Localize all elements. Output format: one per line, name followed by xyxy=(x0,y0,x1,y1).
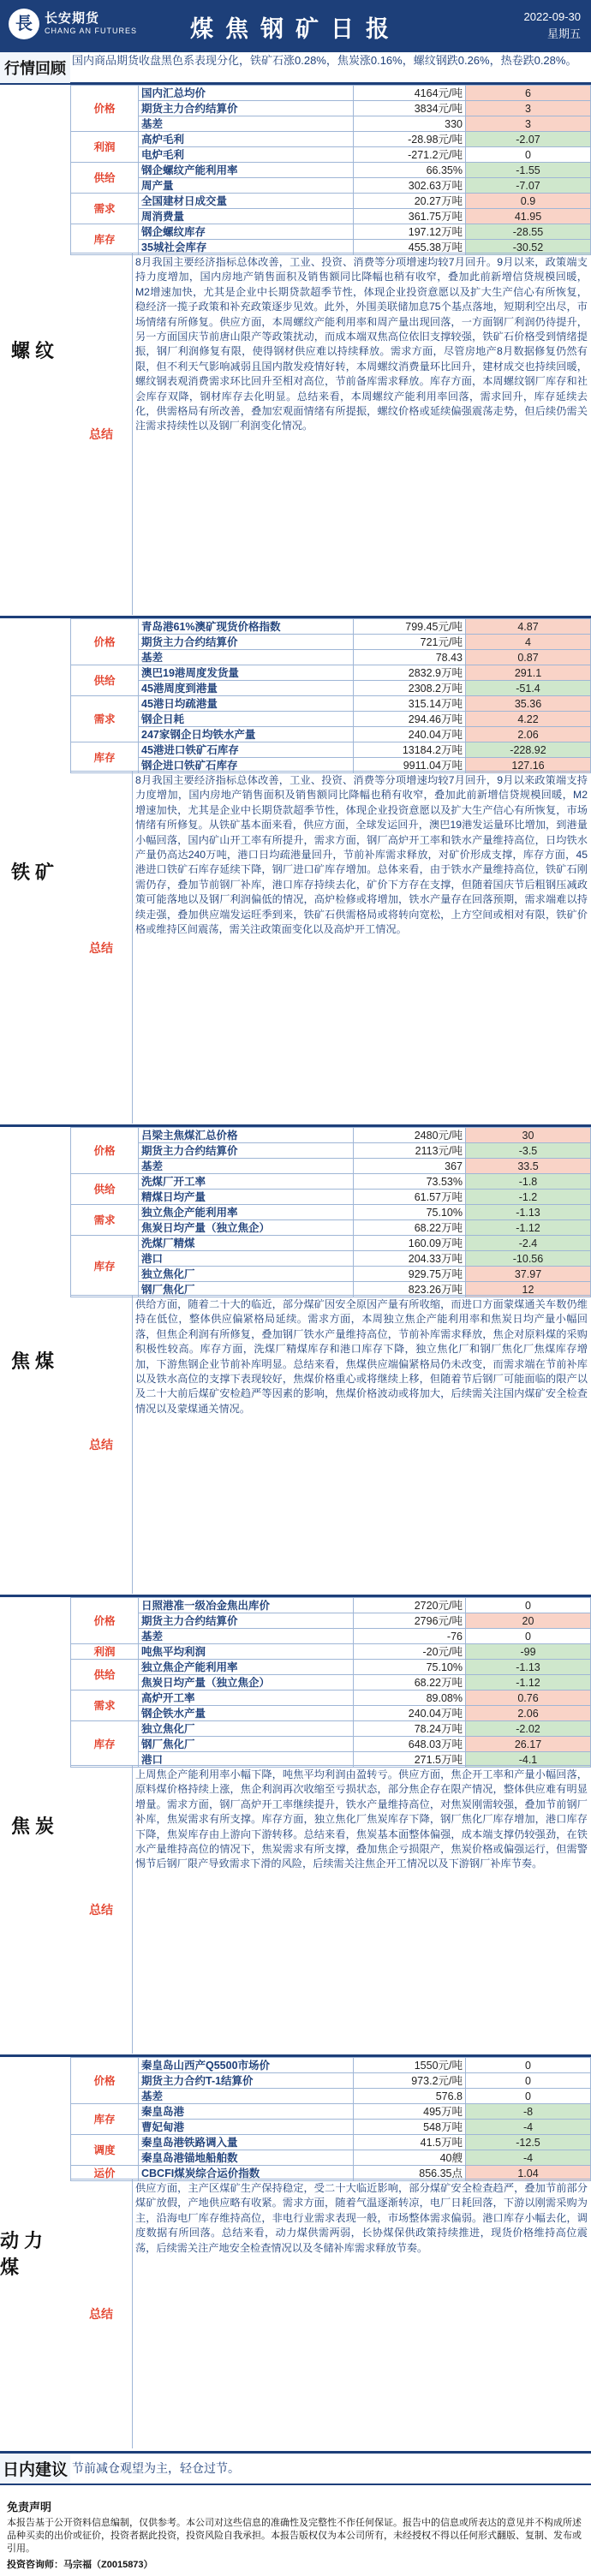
indicator-name: 日照港准一级冶金焦出库价 xyxy=(139,1598,354,1613)
summary-text: 8月我国主要经济指标总体改善，工业、投资、消费等分项增速均较7月回升，9月以来政策端支持力度增加，国内房地产销售面积及销售额同比降幅也稍有收窄，叠加此前新增信贷规模回暖，M2增速加快，尤其是企业中长期贷款超季节性，体现企业投资意愿以及扩大生产信心有所恢复，市场情绪有所修复。从铁矿基本面来看，供应方面，全球发运回升，澳巴19港发运量环比增加，到港量小幅回落，国内矿山开工率有所提升，需求方面，钢厂高炉开工率和铁水产量维持高位，日均铁水产量仍高达240万吨，港口日均疏港量回升，节前补库需求释放，对矿价形成支撑，库存方面，45港进口铁矿石库存延续下降，钢厂进口矿库存增加。总体来看，由于铁水产量维持高位，铁矿石刚需仍存，叠加节前钢厂补库，港口库存持续去化，矿价下方存在支撑，但随着国庆节后粗钢压减政策可能落地以及钢厂利润偏低的情况，高炉检修或将增加，铁水产量存在回落预期，需求端难以持续走强，叠加供应端发运旺季到来，铁矿石供需格局或将转向宽松，上方空间或相对有限，铁矿价格或维持区间震荡，需关注政策面变化以及高炉开工情况。 xyxy=(135,774,588,936)
row-category: 需求 xyxy=(71,1205,139,1236)
indicator-name: 秦皇岛山西产Q5500市场价 xyxy=(139,2058,354,2073)
indicator-value: 455.38万吨 xyxy=(354,240,466,255)
indicator-change: -1.2 xyxy=(466,1190,591,1205)
indicator-value: 721元/吨 xyxy=(354,635,466,650)
indicator-table xyxy=(70,618,591,773)
indicator-change: 3 xyxy=(466,101,591,116)
indicator-value: 41.5万吨 xyxy=(354,2135,466,2150)
indicator-name: 基差 xyxy=(139,650,354,665)
indicator-name: 基差 xyxy=(139,1629,354,1644)
table-row xyxy=(71,209,591,224)
indicator-change: -4 xyxy=(466,2150,591,2166)
advice-label: 日内建议 xyxy=(0,2454,70,2484)
table-row xyxy=(71,116,591,132)
indicator-change: 0.87 xyxy=(466,650,591,665)
table-row xyxy=(71,1660,591,1675)
row-category: 利润 xyxy=(71,132,139,163)
row-category: 利润 xyxy=(71,1644,139,1660)
indicator-name: 高炉开工率 xyxy=(139,1690,354,1706)
table-row xyxy=(71,696,591,712)
indicator-name: 期货主力合约结算价 xyxy=(139,635,354,650)
table-row xyxy=(71,2120,591,2135)
indicator-change: 0 xyxy=(466,147,591,163)
market-review-label: 行情回顾 xyxy=(0,52,70,83)
summary-text: 8月我国主要经济指标总体改善，工业、投资、消费等分项增速均较7月回升。9月以来，政策端支持力度增加，国内房地产销售面积及销售额同比降幅也稍有收窄，叠加此前新增信贷规模回暖，M2增速加快，尤其是企业中长期贷款超季节性，体现企业投资意愿以及扩大生产信心有所恢复，稳经济一揽子政策和补充政策逐步见效。此外，外围美联储加息75个基点落地，短期利空出尽，市场情绪有所修复。供应方面，本周螺纹产能利用率和周产量出现回落，一方面钢厂利润仍待提升，另一方面国庆节前唐山限产等政策扰动，而成本端双焦高位依旧支撑较强，铁矿石价格受到情绪提振，钢厂利润修复有限，使得钢材供应难以持续释放。需求方面，尽管房地产8月数据修复仍然有限，但不利天气影响减弱且国内散发疫情好转，本周螺纹消费量环比回升，建材成交也持续回暖，螺纹钢表观消费需求环比回升至相对高位，节前备库需求释放。库存方面，本周螺纹钢厂库存和社会库存双降，钢材库存去化明显。总结来看，本周螺纹产能利用率回落，需求回升，库存延续去化，供需格局有所改善，叠加宏观面情绪有所提振，螺纹价格或延续偏强震荡走势，但后续仍需关注需求持续性以及钢厂利润变化情况。 xyxy=(135,256,588,432)
section-body xyxy=(70,618,591,1124)
table-row xyxy=(71,2058,591,2073)
indicator-name: 钢企螺纹产能利用率 xyxy=(139,163,354,178)
indicator-name: 精煤日均产量 xyxy=(139,1190,354,1205)
row-category: 供给 xyxy=(71,1660,139,1690)
indicator-name: CBCFI煤炭综合运价指数 xyxy=(139,2166,354,2181)
indicator-change: -10.56 xyxy=(466,1251,591,1267)
row-category: 价格 xyxy=(71,86,139,132)
indicator-change: 0 xyxy=(466,2058,591,2073)
row-category: 价格 xyxy=(71,619,139,665)
table-row xyxy=(71,194,591,209)
indicator-change: 4 xyxy=(466,635,591,650)
indicator-name: 青岛港61%澳矿现货价格指数 xyxy=(139,619,354,635)
indicator-change: 30 xyxy=(466,1128,591,1143)
row-category: 供给 xyxy=(71,1174,139,1205)
indicator-table xyxy=(70,1127,591,1297)
table-row xyxy=(71,1613,591,1629)
table-row xyxy=(71,1190,591,1205)
indicator-change: 0 xyxy=(466,2089,591,2104)
indicator-name: 焦炭日均产量（独立焦企） xyxy=(139,1675,354,1690)
table-row xyxy=(71,1220,591,1236)
table-row xyxy=(71,665,591,681)
indicator-change: 0 xyxy=(466,2073,591,2089)
summary-label: 总结 xyxy=(70,772,133,1124)
analyst-credit: 投资咨询师：马宗福（Z0015873） xyxy=(7,2560,153,2570)
indicator-name: 港口 xyxy=(139,1251,354,1267)
summary-block xyxy=(70,1295,591,1594)
company-name: 长安期货 xyxy=(45,11,100,26)
section-2 xyxy=(0,1124,591,1594)
indicator-name: 基差 xyxy=(139,2089,354,2104)
indicator-value: 68.22万吨 xyxy=(354,1220,466,1236)
indicator-value: 9911.04万吨 xyxy=(354,758,466,773)
table-row xyxy=(71,2089,591,2104)
indicator-value: 823.26万吨 xyxy=(354,1282,466,1297)
table-row xyxy=(71,86,591,101)
table-row xyxy=(71,2150,591,2166)
disclaimer xyxy=(0,2496,591,2576)
indicator-change: 4.87 xyxy=(466,619,591,635)
table-row xyxy=(71,1143,591,1159)
indicator-name: 洗煤厂精煤 xyxy=(139,1236,354,1251)
row-category: 调度 xyxy=(71,2135,139,2166)
table-row xyxy=(71,1236,591,1251)
indicator-change: 26.17 xyxy=(466,1737,591,1752)
table-row xyxy=(71,1128,591,1143)
indicator-change: -51.4 xyxy=(466,681,591,696)
company-logo: 長 xyxy=(9,9,39,39)
indicator-name: 独立焦化厂 xyxy=(139,1721,354,1737)
section-3 xyxy=(0,1595,591,2054)
indicator-value: 78.43 xyxy=(354,650,466,665)
indicator-change: 2.06 xyxy=(466,727,591,742)
indicator-table xyxy=(70,85,591,255)
indicator-value: 40艘 xyxy=(354,2150,466,2166)
indicator-change: -2.4 xyxy=(466,1236,591,1251)
indicator-value: 75.10% xyxy=(354,1205,466,1220)
indicator-change: -1.8 xyxy=(466,1174,591,1190)
indicator-change: -1.12 xyxy=(466,1220,591,1236)
table-row xyxy=(71,1721,591,1737)
row-category: 供给 xyxy=(71,665,139,696)
indicator-value: 1550元/吨 xyxy=(354,2058,466,2073)
indicator-change: -1.13 xyxy=(466,1660,591,1675)
indicator-name: 焦炭日均产量（独立焦企） xyxy=(139,1220,354,1236)
report-weekday: 星期五 xyxy=(546,27,581,40)
indicator-name: 曹妃甸港 xyxy=(139,2120,354,2135)
indicator-value: 495万吨 xyxy=(354,2104,466,2120)
section-body xyxy=(70,85,591,615)
indicator-name: 钢企日耗 xyxy=(139,712,354,727)
indicator-name: 期货主力合约结算价 xyxy=(139,1143,354,1159)
summary-label: 总结 xyxy=(70,1766,133,2054)
indicator-value: 2113元/吨 xyxy=(354,1143,466,1159)
row-category: 库存 xyxy=(71,742,139,773)
indicator-change: 4.22 xyxy=(466,712,591,727)
summary-block xyxy=(70,1765,591,2054)
indicator-change: 0 xyxy=(466,1629,591,1644)
section-body xyxy=(70,2057,591,2448)
table-row xyxy=(71,650,591,665)
row-category: 库存 xyxy=(71,224,139,255)
indicator-name: 期货主力合约T-1结算价 xyxy=(139,2073,354,2089)
table-row xyxy=(71,1174,591,1190)
indicator-name: 全国建材日成交量 xyxy=(139,194,354,209)
section-title: 螺纹 xyxy=(0,85,70,615)
indicator-value: 2832.9万吨 xyxy=(354,665,466,681)
indicator-value: 548万吨 xyxy=(354,2120,466,2135)
table-row xyxy=(71,619,591,635)
indicator-value: 75.10% xyxy=(354,1660,466,1675)
indicator-change: -228.92 xyxy=(466,742,591,758)
row-category: 价格 xyxy=(71,1128,139,1174)
section-title: 动力煤 xyxy=(0,2057,70,2448)
indicator-name: 秦皇岛港 xyxy=(139,2104,354,2120)
table-row xyxy=(71,1644,591,1660)
indicator-value: 4164元/吨 xyxy=(354,86,466,101)
table-row xyxy=(71,1267,591,1282)
indicator-value: 973.2元/吨 xyxy=(354,2073,466,2089)
row-category: 库存 xyxy=(71,1721,139,1768)
table-row xyxy=(71,224,591,240)
indicator-change: 0.76 xyxy=(466,1690,591,1706)
table-row xyxy=(71,1675,591,1690)
report-date-block xyxy=(524,9,582,43)
indicator-value: 367 xyxy=(354,1159,466,1174)
indicator-name: 洗煤厂开工率 xyxy=(139,1174,354,1190)
indicator-value: 576.8 xyxy=(354,2089,466,2104)
indicator-value: 61.57万吨 xyxy=(354,1190,466,1205)
table-row xyxy=(71,2135,591,2150)
table-row xyxy=(71,1629,591,1644)
indicator-name: 电炉毛利 xyxy=(139,147,354,163)
indicator-change: -3.5 xyxy=(466,1143,591,1159)
indicator-name: 45港日均疏港量 xyxy=(139,696,354,712)
indicator-name: 吨焦平均利润 xyxy=(139,1644,354,1660)
table-row xyxy=(71,132,591,147)
indicator-name: 周消费量 xyxy=(139,209,354,224)
indicator-change: -4.1 xyxy=(466,1752,591,1768)
indicator-change: -12.5 xyxy=(466,2135,591,2150)
indicator-change: -7.07 xyxy=(466,178,591,194)
summary-text: 供应方面，主产区煤矿生产保持稳定，受二十大临近影响，部分煤矿安全检查趋严，叠加节前部分煤矿放假，产地供应略有收紧。需求方面，随着气温逐渐转凉，电厂日耗回落，下游以刚需采购为主，沿海电厂库存维持高位，非电行业需求表现一般，市场整体需求偏弱。港口库存小幅去化，调度数据有所回落。总结来看，动力煤供需两弱，长协煤保供政策持续推进，现货价格维持高位震荡，后续需关注产地安全检查情况以及冬储补库需求释放节奏。 xyxy=(135,2182,588,2254)
row-category: 价格 xyxy=(71,2058,139,2104)
indicator-value: 240.04万吨 xyxy=(354,727,466,742)
indicator-change: 291.1 xyxy=(466,665,591,681)
indicator-name: 澳巴19港周度发货量 xyxy=(139,665,354,681)
table-row xyxy=(71,1159,591,1174)
indicator-change: -1.55 xyxy=(466,163,591,178)
table-row xyxy=(71,1251,591,1267)
advice-text: 节前减仓观望为主，轻仓过节。 xyxy=(72,2461,240,2475)
indicator-value: 330 xyxy=(354,116,466,132)
indicator-change: 33.5 xyxy=(466,1159,591,1174)
indicator-name: 45港周度到港量 xyxy=(139,681,354,696)
table-row xyxy=(71,163,591,178)
table-row xyxy=(71,1737,591,1752)
indicator-change: 3 xyxy=(466,116,591,132)
table-row xyxy=(71,101,591,116)
indicator-change: 37.97 xyxy=(466,1267,591,1282)
table-row xyxy=(71,742,591,758)
indicator-name: 期货主力合约结算价 xyxy=(139,1613,354,1629)
indicator-change: -30.52 xyxy=(466,240,591,255)
indicator-value: 799.45元/吨 xyxy=(354,619,466,635)
summary-label: 总结 xyxy=(70,253,133,615)
row-category: 库存 xyxy=(71,1236,139,1297)
summary-block xyxy=(70,771,591,1124)
table-row xyxy=(71,1706,591,1721)
indicator-value: 2796元/吨 xyxy=(354,1613,466,1629)
indicator-value: -76 xyxy=(354,1629,466,1644)
table-row xyxy=(71,178,591,194)
indicator-value: -271.2元/吨 xyxy=(354,147,466,163)
indicator-value: 271.5万吨 xyxy=(354,1752,466,1768)
indicator-change: 2.06 xyxy=(466,1706,591,1721)
indicator-name: 钢厂焦化厂 xyxy=(139,1737,354,1752)
disclaimer-title: 免责声明 xyxy=(7,2501,52,2513)
row-category: 库存 xyxy=(71,2104,139,2135)
indicator-name: 国内汇总均价 xyxy=(139,86,354,101)
indicator-value: 294.46万吨 xyxy=(354,712,466,727)
indicator-change: -2.02 xyxy=(466,1721,591,1737)
section-title: 铁矿 xyxy=(0,618,70,1124)
indicator-name: 秦皇岛港铁路调入量 xyxy=(139,2135,354,2150)
indicator-name: 基差 xyxy=(139,116,354,132)
indicator-value: 648.03万吨 xyxy=(354,1737,466,1752)
indicator-value: 2480元/吨 xyxy=(354,1128,466,1143)
indicator-change: -1.13 xyxy=(466,1205,591,1220)
indicator-value: 68.22万吨 xyxy=(354,1675,466,1690)
indicator-value: 204.33万吨 xyxy=(354,1251,466,1267)
report-date: 2022-09-30 xyxy=(523,10,581,23)
indicator-change: 127.16 xyxy=(466,758,591,773)
indicator-value: 361.75万吨 xyxy=(354,209,466,224)
row-category: 需求 xyxy=(71,1690,139,1721)
indicator-change: -2.07 xyxy=(466,132,591,147)
indicator-name: 独立焦企产能利用率 xyxy=(139,1660,354,1675)
summary-block xyxy=(70,2179,591,2448)
indicator-name: 钢企螺纹库存 xyxy=(139,224,354,240)
indicator-change: -28.55 xyxy=(466,224,591,240)
indicator-change: 41.95 xyxy=(466,209,591,224)
indicator-value: 66.35% xyxy=(354,163,466,178)
indicator-change: -8 xyxy=(466,2104,591,2120)
table-row xyxy=(71,147,591,163)
indicator-change: 6 xyxy=(466,86,591,101)
row-category: 价格 xyxy=(71,1598,139,1644)
indicator-value: 13184.2万吨 xyxy=(354,742,466,758)
indicator-name: 周产量 xyxy=(139,178,354,194)
indicator-name: 高炉毛利 xyxy=(139,132,354,147)
table-row xyxy=(71,681,591,696)
indicator-value: 197.12万吨 xyxy=(354,224,466,240)
table-row xyxy=(71,635,591,650)
section-title: 焦炭 xyxy=(0,1597,70,2054)
indicator-name: 钢企铁水产量 xyxy=(139,1706,354,1721)
table-row xyxy=(71,1690,591,1706)
indicator-value: 20.27万吨 xyxy=(354,194,466,209)
table-row xyxy=(71,2104,591,2120)
row-category: 运价 xyxy=(71,2166,139,2181)
summary-label: 总结 xyxy=(70,1296,133,1594)
row-category: 需求 xyxy=(71,696,139,742)
indicator-table xyxy=(70,2057,591,2181)
indicator-value: 89.08% xyxy=(354,1690,466,1706)
indicator-name: 45港进口铁矿石库存 xyxy=(139,742,354,758)
section-body xyxy=(70,1127,591,1594)
summary-text: 供给方面，随着二十大的临近，部分煤矿因安全原因产量有所收缩，而进口方面蒙煤通关车数仍维持在低位，整体供应偏紧格局延续。需求方面，本周独立焦企产能利用率和焦炭日均产量小幅回落，但焦企利润有所修复，叠加钢厂铁水产量维持高位，节前补库需求释放，焦企对原料煤的采购积极性较高。库存方面，洗煤厂精煤库存和港口库存下降，独立焦化厂和钢厂焦化厂焦煤库存增加，下游焦钢企业节前补库明显。总结来看，焦煤供应端偏紧格局仍未改变，而需求端在节前补库以及铁水高位的支撑下表现较好，焦煤价格重心或将继续上移，但随着节后钢厂可能面临的限产以及二十大前后煤矿安检趋严等因素的影响，焦煤价格波动或将加大，后续需关注国内煤矿安全检查情况以及蒙煤通关情况。 xyxy=(135,1298,588,1415)
table-row xyxy=(71,1598,591,1613)
indicator-change: 35.36 xyxy=(466,696,591,712)
indicator-value: 302.63万吨 xyxy=(354,178,466,194)
section-4 xyxy=(0,2054,591,2448)
summary-label: 总结 xyxy=(70,2179,133,2448)
indicator-name: 独立焦企产能利用率 xyxy=(139,1205,354,1220)
indicator-name: 独立焦化厂 xyxy=(139,1267,354,1282)
indicator-name: 钢厂焦化厂 xyxy=(139,1282,354,1297)
summary-text: 上周焦企产能利用率小幅下降，吨焦平均利润由盈转亏。供应方面，焦企开工率和产量小幅回落，原料煤价格持续上涨，焦企利润再次收缩至亏损状态，部分焦企存在限产情况，整体供应难有明显增量。需求方面，钢厂高炉开工率继续提升，铁水产量维持高位，对焦炭刚需较强，叠加节前钢厂补库，焦炭需求有所支撑。库存方面，独立焦化厂焦炭库存下降，钢厂焦化厂库存增加，港口库存下降，焦炭库存由上游向下游转移。总结来看，焦炭基本面整体偏强，成本端支撑仍较强劲，在铁水产量维持高位的情况下，焦炭需求有所支撑，叠加焦企亏损限产，焦炭价格或偏强运行，但需警惕节后钢厂限产导致需求下滑的风险，后续需关注焦企开工情况以及下游钢厂补库节奏。 xyxy=(135,1768,588,1870)
indicator-value: 2308.2万吨 xyxy=(354,681,466,696)
summary-block xyxy=(70,253,591,615)
row-category: 需求 xyxy=(71,194,139,224)
table-row xyxy=(71,727,591,742)
indicator-value: -20元/吨 xyxy=(354,1644,466,1660)
indicator-value: 73.53% xyxy=(354,1174,466,1190)
disclaimer-text: 本报告基于公开资料信息编制，仅供参考。本公司对这些信息的准确性及完整性不作任何保证。报告中的信息或所表达的意见并不构成所述品种买卖的出价或征价，投资者据此投资，投资风险自我承担。本报告版权仅为本公司所有，未经授权不得以任何形式翻版、复制、发布或引用。 xyxy=(7,2518,582,2554)
indicator-change: -4 xyxy=(466,2120,591,2135)
report-header xyxy=(0,0,591,48)
indicator-value: 78.24万吨 xyxy=(354,1721,466,1737)
indicator-change: 0.9 xyxy=(466,194,591,209)
section-0 xyxy=(0,82,591,615)
indicator-change: 0 xyxy=(466,1598,591,1613)
table-row xyxy=(71,712,591,727)
indicator-value: -28.98元/吨 xyxy=(354,132,466,147)
indicator-change: -99 xyxy=(466,1644,591,1660)
indicator-name: 247家钢企日均铁水产量 xyxy=(139,727,354,742)
indicator-value: 2720元/吨 xyxy=(354,1598,466,1613)
report-title: 煤焦钢矿日报 xyxy=(190,16,401,42)
company-name-en: CHANG AN FUTURES xyxy=(45,27,138,35)
indicator-name: 港口 xyxy=(139,1752,354,1768)
section-body xyxy=(70,1597,591,2054)
indicator-change: 20 xyxy=(466,1613,591,1629)
indicator-name: 吕梁主焦煤汇总价格 xyxy=(139,1128,354,1143)
row-category: 供给 xyxy=(71,163,139,194)
indicator-value: 3834元/吨 xyxy=(354,101,466,116)
indicator-value: 856.35点 xyxy=(354,2166,466,2181)
indicator-value: 929.75万吨 xyxy=(354,1267,466,1282)
indicator-value: 240.04万吨 xyxy=(354,1706,466,1721)
indicator-name: 秦皇岛港锚地船舶数 xyxy=(139,2150,354,2166)
intraday-advice xyxy=(0,2451,591,2485)
indicator-name: 期货主力合约结算价 xyxy=(139,101,354,116)
indicator-change: 12 xyxy=(466,1282,591,1297)
indicator-table xyxy=(70,1597,591,1768)
section-title: 焦煤 xyxy=(0,1127,70,1594)
indicator-change: -1.12 xyxy=(466,1675,591,1690)
section-1 xyxy=(0,616,591,1124)
indicator-change: 1.04 xyxy=(466,2166,591,2181)
table-row xyxy=(71,2073,591,2089)
table-row xyxy=(71,1205,591,1220)
indicator-value: 315.14万吨 xyxy=(354,696,466,712)
indicator-name: 35城社会库存 xyxy=(139,240,354,255)
market-review xyxy=(0,51,591,81)
market-review-text: 国内商品期货收盘黑色系表现分化，铁矿石涨0.28%，焦炭涨0.16%，螺纹钢跌0.26%，热卷跌0.28%。 xyxy=(72,54,577,67)
indicator-name: 基差 xyxy=(139,1159,354,1174)
indicator-value: 160.09万吨 xyxy=(354,1236,466,1251)
indicator-name: 钢企进口铁矿石库存 xyxy=(139,758,354,773)
